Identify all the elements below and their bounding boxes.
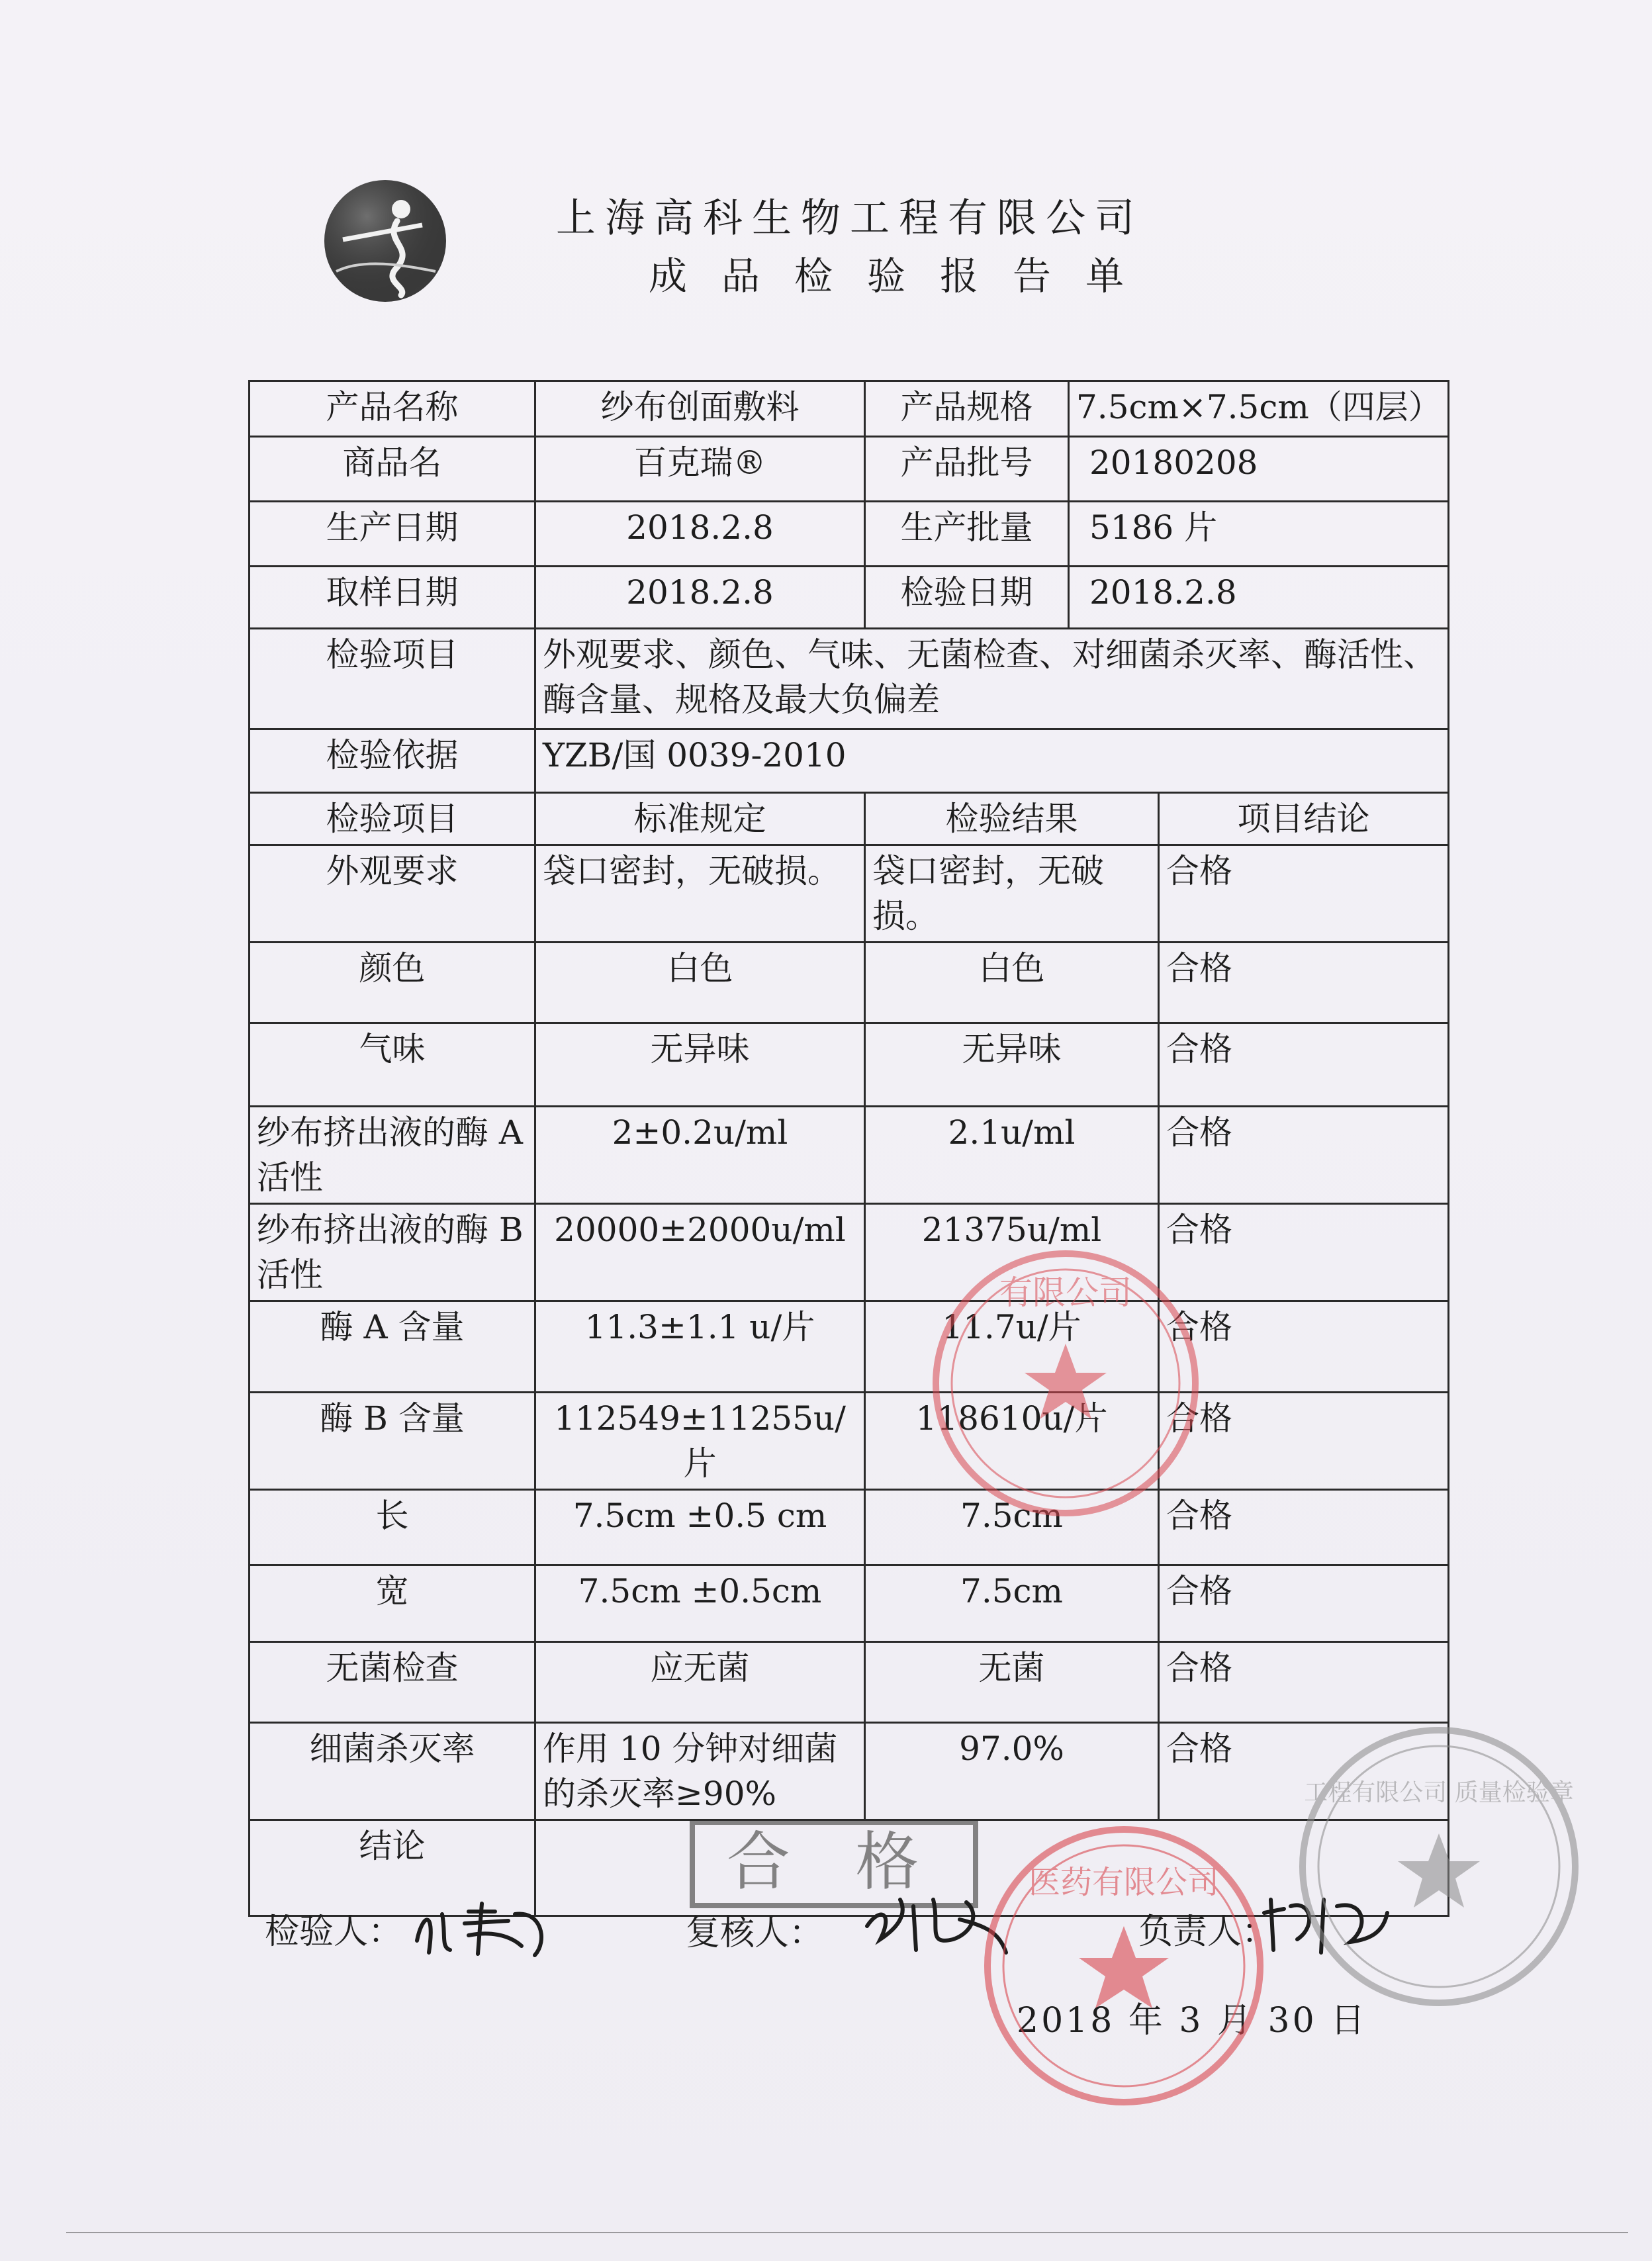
result-item: 宽: [250, 1565, 535, 1642]
info-value: 2018.2.8: [1069, 567, 1449, 629]
result-item: 颜色: [250, 943, 535, 1023]
result-standard: 作用 10 分钟对细菌的杀灭率≥90%: [535, 1723, 865, 1820]
result-conclusion: 合格: [1159, 943, 1449, 1023]
red-seal-bottom-text: 医药有限公司: [1028, 1864, 1220, 1901]
result-row: [250, 1565, 1449, 1642]
result-item: 长: [250, 1490, 535, 1565]
info-value: 20180208: [1069, 437, 1449, 502]
result-item: 无菌检查: [250, 1642, 535, 1723]
report-date: 2018 年 3 月 30 日: [1017, 2001, 1368, 2041]
reviewer-label: 复核人：: [686, 1914, 824, 1953]
result-row: [250, 1642, 1449, 1723]
result-standard: 2±0.2u/ml: [535, 1107, 865, 1204]
header-result: 检验结果: [865, 793, 1159, 845]
result-value: 2.1u/ml: [865, 1107, 1159, 1204]
document-title: 成品检验报告单: [649, 254, 1159, 299]
result-conclusion: 合格: [1159, 845, 1449, 943]
inspection-items-row: [250, 629, 1449, 729]
result-value: 无异味: [865, 1023, 1159, 1107]
result-item: 纱布挤出液的酶 A 活性: [250, 1107, 535, 1204]
result-row: [250, 1204, 1449, 1301]
inspector-signature: [409, 1894, 561, 1961]
result-value: 无菌: [865, 1642, 1159, 1723]
result-conclusion: 合格: [1159, 1023, 1449, 1107]
info-label: 取样日期: [250, 567, 535, 629]
result-value: 袋口密封，无破损。: [865, 845, 1159, 943]
header-conclusion: 项目结论: [1159, 793, 1449, 845]
info-value: 2018.2.8: [535, 567, 865, 629]
info-row: [250, 381, 1449, 437]
result-standard: 应无菌: [535, 1642, 865, 1723]
info-value: 5186 片: [1069, 502, 1449, 567]
info-value: 百克瑞®: [535, 437, 865, 502]
result-standard: 白色: [535, 943, 865, 1023]
results-header-row: [250, 793, 1449, 845]
gray-seal-right-text: 工程有限公司 质量检验章: [1304, 1779, 1574, 1806]
red-seal-center: [927, 1244, 1205, 1522]
result-standard: 袋口密封，无破损。: [535, 845, 865, 943]
result-value: 21375u/ml: [865, 1204, 1159, 1301]
info-label: 生产批量: [865, 502, 1069, 567]
info-value: 纱布创面敷料: [535, 381, 865, 437]
result-value: 7.5cm: [865, 1490, 1159, 1565]
result-row: [250, 1023, 1449, 1107]
result-row: [250, 1301, 1449, 1393]
basis-row: [250, 729, 1449, 793]
info-row: [250, 502, 1449, 567]
result-item: 酶 A 含量: [250, 1301, 535, 1393]
company-name: 上海高科生物工程有限公司: [556, 195, 1144, 242]
result-standard: 11.3±1.1 u/片: [535, 1301, 865, 1393]
result-conclusion: 合格: [1159, 1490, 1449, 1565]
inspection-report-table: [248, 380, 1449, 1917]
result-standard: 7.5cm ±0.5cm: [535, 1565, 865, 1642]
result-row: [250, 1490, 1449, 1565]
result-conclusion: 合格: [1159, 1107, 1449, 1204]
qualified-stamp-text: 合 格: [726, 1825, 942, 1899]
result-standard: 112549±11255u/片: [535, 1393, 865, 1490]
result-value: 11.7u/片: [865, 1301, 1159, 1393]
info-label: 检验日期: [865, 567, 1069, 629]
inspector-label: 检验人：: [265, 1912, 403, 1952]
result-conclusion: 合格: [1159, 1565, 1449, 1642]
header-item: 检验项目: [250, 793, 535, 845]
page-edge-line: [66, 2232, 1628, 2233]
result-item: 酶 B 含量: [250, 1393, 535, 1490]
result-row: [250, 1107, 1449, 1204]
result-row: [250, 1393, 1449, 1490]
result-value: 118610u/片: [865, 1393, 1159, 1490]
result-conclusion: 合格: [1159, 1301, 1449, 1393]
result-item: 细菌杀灭率: [250, 1723, 535, 1820]
result-value: 7.5cm: [865, 1565, 1159, 1642]
info-label: 产品名称: [250, 381, 535, 437]
items-label: 检验项目: [250, 629, 535, 729]
result-row: [250, 943, 1449, 1023]
items-value: 外观要求、颜色、气味、无菌检查、对细菌杀灭率、酶活性、酶含量、规格及最大负偏差: [535, 629, 1449, 729]
responsible-label: 负责人：: [1138, 1912, 1277, 1952]
info-label: 产品批号: [865, 437, 1069, 502]
red-seal-bottom: [978, 1820, 1269, 2111]
company-logo: [323, 179, 447, 303]
info-value: 7.5cm×7.5cm（四层）: [1069, 381, 1449, 437]
red-seal-center-text: 有限公司: [999, 1273, 1132, 1312]
result-item: 外观要求: [250, 845, 535, 943]
result-standard: 无异味: [535, 1023, 865, 1107]
result-item: 气味: [250, 1023, 535, 1107]
result-conclusion: 合格: [1159, 1642, 1449, 1723]
result-conclusion: 合格: [1159, 1204, 1449, 1301]
gray-seal-right: [1293, 1721, 1584, 2012]
result-item: 纱布挤出液的酶 B 活性: [250, 1204, 535, 1301]
info-row: [250, 437, 1449, 502]
info-value: 2018.2.8: [535, 502, 865, 567]
info-label: 生产日期: [250, 502, 535, 567]
basis-value: YZB/国 0039-2010: [535, 729, 1449, 793]
result-value: 97.0%: [865, 1723, 1159, 1820]
result-conclusion: 合格: [1159, 1393, 1449, 1490]
result-conclusion: 合格: [1159, 1723, 1449, 1820]
info-label: 产品规格: [865, 381, 1069, 437]
result-standard: 7.5cm ±0.5 cm: [535, 1490, 865, 1565]
basis-label: 检验依据: [250, 729, 535, 793]
header-standard: 标准规定: [535, 793, 865, 845]
conclusion-label: 结论: [250, 1820, 535, 1916]
result-row: [250, 1723, 1449, 1820]
info-label: 商品名: [250, 437, 535, 502]
result-standard: 20000±2000u/ml: [535, 1204, 865, 1301]
result-value: 白色: [865, 943, 1159, 1023]
info-row: [250, 567, 1449, 629]
result-row: [250, 845, 1449, 943]
